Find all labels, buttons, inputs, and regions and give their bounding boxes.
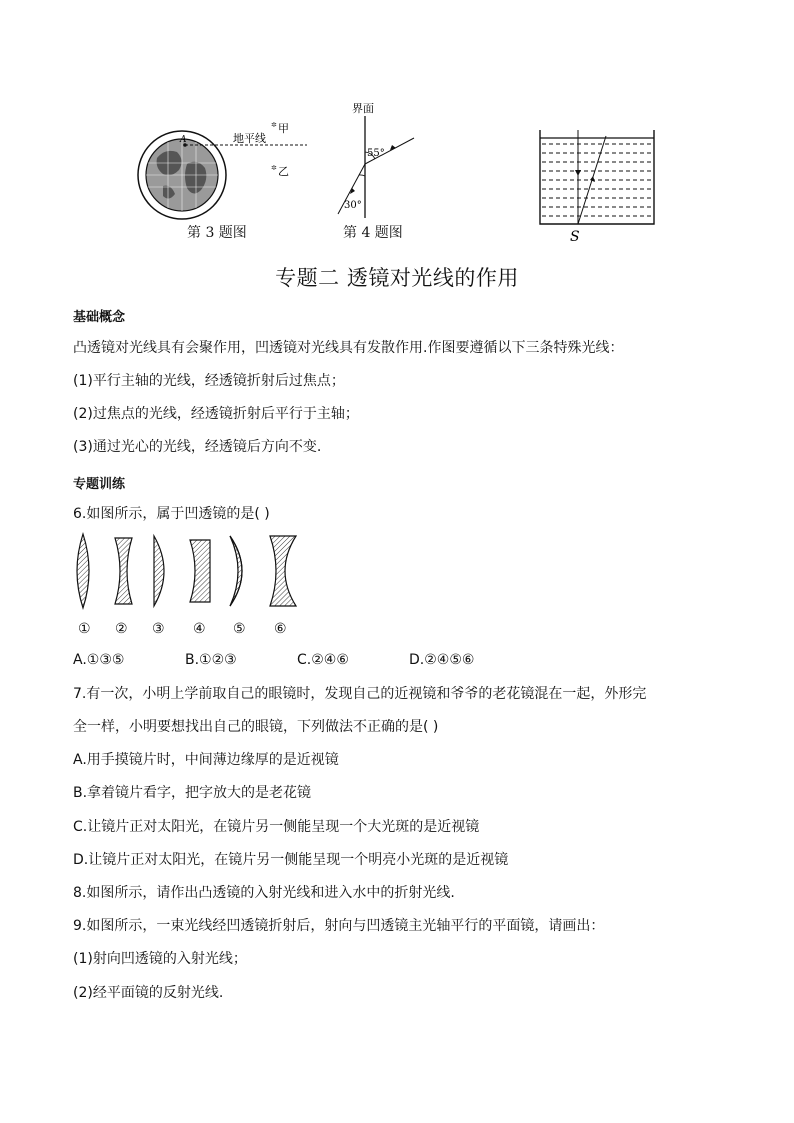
label-jia: 甲 — [278, 122, 289, 135]
svg-text:✲: ✲ — [271, 121, 277, 129]
rule-1: (1)平行主轴的光线，经透镜折射后过焦点； — [73, 373, 345, 389]
q6-option-c[interactable]: C.②④⑥ — [297, 652, 349, 668]
q7-stem-line-1: 7.有一次，小明上学前取自己的眼镜时，发现自己的近视镜和爷爷的老花镜混在一起，外形完 — [73, 686, 647, 702]
section-title: 专题二 透镜对光线的作用 — [275, 266, 519, 290]
angle-55: 55° — [367, 148, 385, 159]
q9-part-2: (2)经平面镜的反射光线. — [73, 985, 224, 1001]
rule-2: (2)过焦点的光线，经透镜折射后平行于主轴； — [73, 406, 359, 422]
lens-3 — [154, 536, 164, 606]
basic-intro: 凸透镜对光线具有会聚作用，凹透镜对光线具有发散作用.作图要遵循以下三条特殊光线： — [73, 340, 624, 356]
q7-stem-line-2: 全一样，小明要想找出自己的眼镜，下列做法不正确的是( ) — [73, 719, 439, 735]
q7-option-b[interactable]: B.拿着镜片看字，把字放大的是老花镜 — [73, 785, 312, 801]
lens-4 — [190, 540, 210, 602]
lens-label-3: ③ — [152, 621, 165, 637]
q9-part-1: (1)射向凹透镜的入射光线； — [73, 951, 247, 967]
q7-option-d[interactable]: D.让镜片正对太阳光，在镜片另一侧能呈现一个明亮小光斑的是近视镜 — [73, 852, 509, 868]
lens-label-4: ④ — [193, 621, 206, 637]
figure-4-refraction-diagram — [330, 100, 430, 220]
svg-text:✲: ✲ — [271, 164, 277, 172]
label-yi: 乙 — [278, 165, 289, 178]
label-interface: 界面 — [352, 102, 374, 115]
figure-4-caption: 第 4 题图 — [343, 225, 403, 241]
label-a: A — [180, 135, 187, 145]
figure-3-earth-diagram — [135, 118, 315, 228]
lens-2 — [115, 538, 132, 604]
angle-30: 30° — [344, 200, 362, 211]
lens-label-6: ⑥ — [274, 621, 287, 637]
q6-stem: 6.如图所示，属于凹透镜的是( ) — [73, 506, 270, 522]
training-heading: 专题训练 — [73, 477, 126, 492]
lens-label-5: ⑤ — [233, 621, 246, 637]
q9-stem: 9.如图所示，一束光线经凹透镜折射后，射向与凹透镜主光轴平行的平面镜，请画出： — [73, 918, 605, 934]
q6-option-b[interactable]: B.①②③ — [185, 652, 237, 668]
figure-3-caption: 第 3 题图 — [187, 225, 247, 241]
lens-6 — [270, 536, 296, 606]
rule-3: (3)通过光心的光线，经透镜后方向不变. — [73, 439, 322, 455]
lens-label-1: ① — [78, 621, 91, 637]
label-s: S — [570, 229, 580, 245]
lens-1 — [77, 534, 89, 608]
lens-figures — [68, 530, 308, 612]
label-horizon: 地平线 — [233, 132, 266, 145]
q7-option-a[interactable]: A.用手摸镜片时，中间薄边缘厚的是近视镜 — [73, 752, 339, 768]
q6-option-a[interactable]: A.①③⑤ — [73, 652, 125, 668]
basic-concepts-heading: 基础概念 — [73, 310, 126, 325]
lens-label-2: ② — [115, 621, 128, 637]
q8-stem: 8.如图所示，请作出凸透镜的入射光线和进入水中的折射光线. — [73, 885, 455, 901]
q7-option-c[interactable]: C.让镜片正对太阳光，在镜片另一侧能呈现一个大光斑的是近视镜 — [73, 819, 480, 835]
q6-option-d[interactable]: D.②④⑤⑥ — [409, 652, 475, 668]
figure-5-water-tank — [532, 126, 662, 246]
